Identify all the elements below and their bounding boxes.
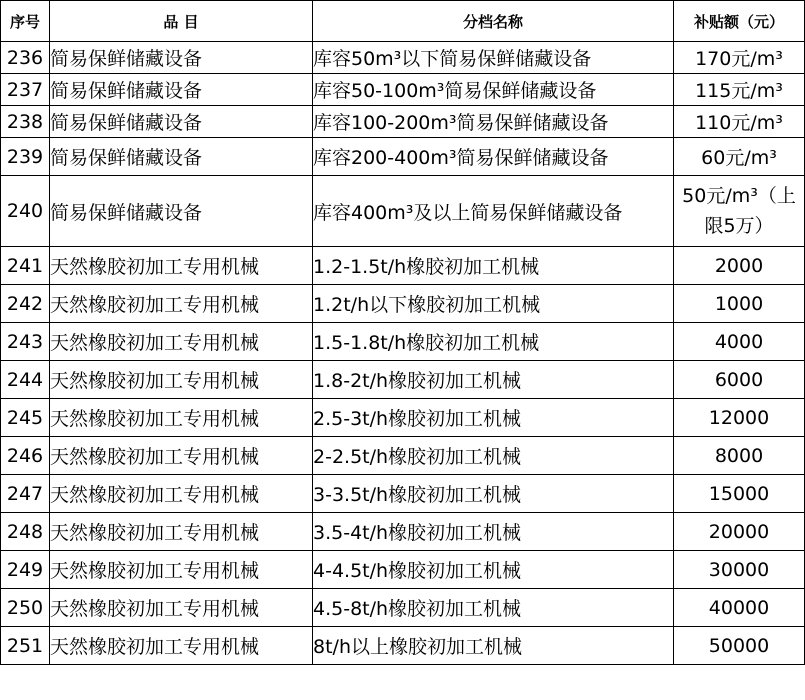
row-tier: 库容400m³及以上简易保鲜储藏设备 — [313, 176, 674, 247]
table-row — [1, 285, 805, 323]
row-amount: 20000 — [674, 513, 805, 551]
row-tier: 3.5-4t/h橡胶初加工机械 — [313, 513, 674, 551]
row-tier: 3-3.5t/h橡胶初加工机械 — [313, 475, 674, 513]
row-num: 245 — [1, 399, 50, 437]
table-row — [1, 247, 805, 285]
table-row — [1, 323, 805, 361]
table-row — [1, 627, 805, 665]
row-num: 238 — [1, 106, 50, 138]
row-num: 244 — [1, 361, 50, 399]
row-tier: 1.5-1.8t/h橡胶初加工机械 — [313, 323, 674, 361]
row-amount: 6000 — [674, 361, 805, 399]
row-tier: 2-2.5t/h橡胶初加工机械 — [313, 437, 674, 475]
row-item: 天然橡胶初加工专用机械 — [50, 513, 313, 551]
row-item: 天然橡胶初加工专用机械 — [50, 589, 313, 627]
table-row — [1, 437, 805, 475]
row-num: 240 — [1, 176, 50, 247]
row-tier: 库容50-100m³简易保鲜储藏设备 — [313, 74, 674, 106]
row-amount: 8000 — [674, 437, 805, 475]
row-item: 天然橡胶初加工专用机械 — [50, 399, 313, 437]
row-item: 简易保鲜储藏设备 — [50, 176, 313, 247]
row-tier: 1.2t/h以下橡胶初加工机械 — [313, 285, 674, 323]
row-amount: 30000 — [674, 551, 805, 589]
row-item: 天然橡胶初加工专用机械 — [50, 627, 313, 665]
table-row — [1, 176, 805, 247]
row-item: 简易保鲜储藏设备 — [50, 74, 313, 106]
row-num: 242 — [1, 285, 50, 323]
row-item: 天然橡胶初加工专用机械 — [50, 247, 313, 285]
header-amount: 补贴额（元） — [674, 1, 805, 42]
table-row — [1, 138, 805, 176]
row-item: 天然橡胶初加工专用机械 — [50, 285, 313, 323]
header-tier: 分档名称 — [313, 1, 674, 42]
table-row — [1, 589, 805, 627]
row-amount: 1000 — [674, 285, 805, 323]
row-num: 251 — [1, 627, 50, 665]
row-num: 248 — [1, 513, 50, 551]
row-tier: 8t/h以上橡胶初加工机械 — [313, 627, 674, 665]
row-num: 250 — [1, 589, 50, 627]
row-tier: 1.2-1.5t/h橡胶初加工机械 — [313, 247, 674, 285]
row-item: 天然橡胶初加工专用机械 — [50, 323, 313, 361]
row-item: 简易保鲜储藏设备 — [50, 42, 313, 74]
row-num: 249 — [1, 551, 50, 589]
row-item: 天然橡胶初加工专用机械 — [50, 361, 313, 399]
row-item: 简易保鲜储藏设备 — [50, 106, 313, 138]
row-item: 天然橡胶初加工专用机械 — [50, 551, 313, 589]
header-row — [1, 1, 805, 42]
row-num: 239 — [1, 138, 50, 176]
row-amount: 170元/m³ — [674, 42, 805, 74]
row-amount: 12000 — [674, 399, 805, 437]
table-row — [1, 513, 805, 551]
row-tier: 1.8-2t/h橡胶初加工机械 — [313, 361, 674, 399]
row-tier: 库容200-400m³简易保鲜储藏设备 — [313, 138, 674, 176]
header-item: 品 目 — [50, 1, 313, 42]
row-tier: 2.5-3t/h橡胶初加工机械 — [313, 399, 674, 437]
row-tier: 4.5-8t/h橡胶初加工机械 — [313, 589, 674, 627]
row-num: 243 — [1, 323, 50, 361]
row-tier: 4-4.5t/h橡胶初加工机械 — [313, 551, 674, 589]
row-item: 简易保鲜储藏设备 — [50, 138, 313, 176]
row-num: 246 — [1, 437, 50, 475]
row-amount: 15000 — [674, 475, 805, 513]
table-row — [1, 475, 805, 513]
row-num: 236 — [1, 42, 50, 74]
row-tier: 库容100-200m³简易保鲜储藏设备 — [313, 106, 674, 138]
row-item: 天然橡胶初加工专用机械 — [50, 437, 313, 475]
row-amount: 110元/m³ — [674, 106, 805, 138]
row-amount: 115元/m³ — [674, 74, 805, 106]
table-row — [1, 361, 805, 399]
row-num: 241 — [1, 247, 50, 285]
table-row — [1, 551, 805, 589]
row-num: 247 — [1, 475, 50, 513]
row-num: 237 — [1, 74, 50, 106]
row-amount: 40000 — [674, 589, 805, 627]
table-row — [1, 74, 805, 106]
row-amount: 50000 — [674, 627, 805, 665]
row-amount: 60元/m³ — [674, 138, 805, 176]
header-num: 序号 — [1, 1, 50, 42]
row-tier: 库容50m³以下简易保鲜储藏设备 — [313, 42, 674, 74]
row-item: 天然橡胶初加工专用机械 — [50, 475, 313, 513]
row-amount: 4000 — [674, 323, 805, 361]
row-amount: 50元/m³（上限5万） — [674, 176, 805, 247]
table-row — [1, 106, 805, 138]
row-amount: 2000 — [674, 247, 805, 285]
table-row — [1, 42, 805, 74]
table-row — [1, 399, 805, 437]
